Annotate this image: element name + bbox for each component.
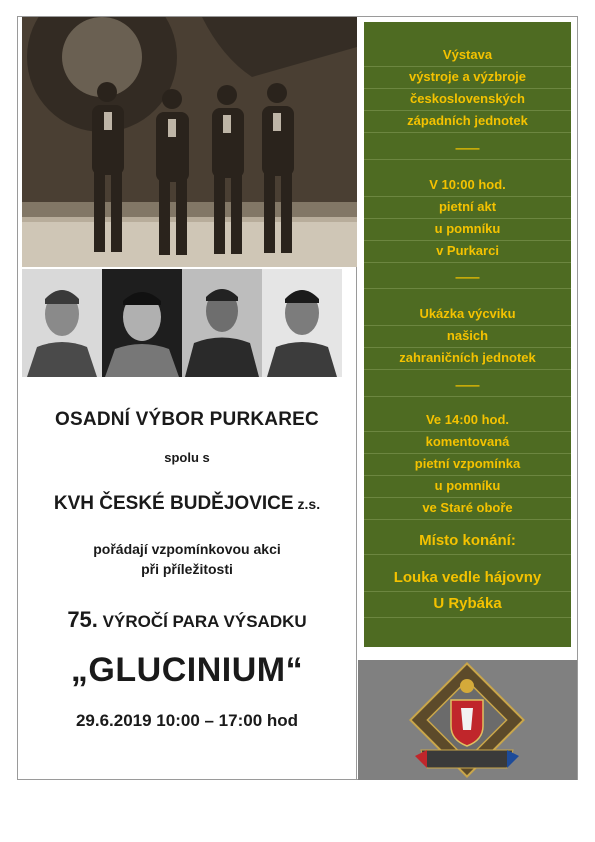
program-line: u pomníku — [364, 218, 571, 241]
program-line: u pomníku — [364, 475, 571, 498]
program-line: pietní akt — [364, 196, 571, 219]
program-line: výstroje a výzbroje — [364, 66, 571, 89]
program-line: zahraničních jednotek — [364, 347, 571, 370]
coorganizer-title — [18, 493, 356, 515]
operation-name: „GLUCINIUM“ — [70, 651, 304, 689]
program-line: ve Staré oboře — [364, 497, 571, 520]
program-line: Ukázka výcviku — [364, 303, 571, 326]
program-separator: —— — [364, 137, 571, 160]
group-photo — [22, 17, 357, 267]
program-separator: —— — [364, 374, 571, 397]
portrait-row — [22, 269, 342, 377]
program-line: našich — [364, 325, 571, 348]
portrait-3 — [182, 269, 262, 377]
left-column — [18, 17, 357, 779]
program-panel — [364, 22, 571, 647]
with-label: spolu s — [164, 450, 210, 465]
program-line: československých — [364, 88, 571, 111]
program-line: Ve 14:00 hod. — [364, 409, 571, 432]
event-datetime: 29.6.2019 10:00 – 17:00 hod — [75, 711, 299, 730]
kvh-emblem-icon — [358, 660, 577, 780]
anniversary-number: 75. — [67, 607, 98, 632]
invite-line-2: při příležitosti — [141, 561, 233, 577]
program-line: Výstava — [364, 44, 571, 67]
place-line-2: U Rybáka — [364, 591, 571, 618]
portrait-2 — [102, 269, 182, 377]
program-line: v Purkarci — [364, 240, 571, 263]
organizer-title: OSADNÍ VÝBOR PURKAREC — [55, 409, 319, 430]
program-line: pietní vzpomínka — [364, 453, 571, 476]
anniversary-text: VÝROČÍ PARA VÝSADKU — [102, 612, 307, 631]
coorganizer-name: KVH ČESKÉ BUDĚJOVICE — [53, 493, 294, 514]
anniversary-line — [18, 607, 356, 633]
portrait-1 — [22, 269, 102, 377]
portrait-4 — [262, 269, 342, 377]
program-line: komentovaná — [364, 431, 571, 454]
coorganizer-suffix: z.s. — [297, 496, 321, 512]
program-line: V 10:00 hod. — [364, 174, 571, 197]
program-line: západních jednotek — [364, 110, 571, 133]
invite-text — [18, 539, 356, 579]
kvh-emblem-panel — [358, 660, 577, 780]
invite-line-1: pořádají vzpomínkovou akci — [93, 541, 281, 557]
program-separator: —— — [364, 266, 571, 289]
place-line-1: Louka vedle hájovny — [364, 565, 571, 592]
place-heading: Místo konání: — [364, 528, 571, 555]
